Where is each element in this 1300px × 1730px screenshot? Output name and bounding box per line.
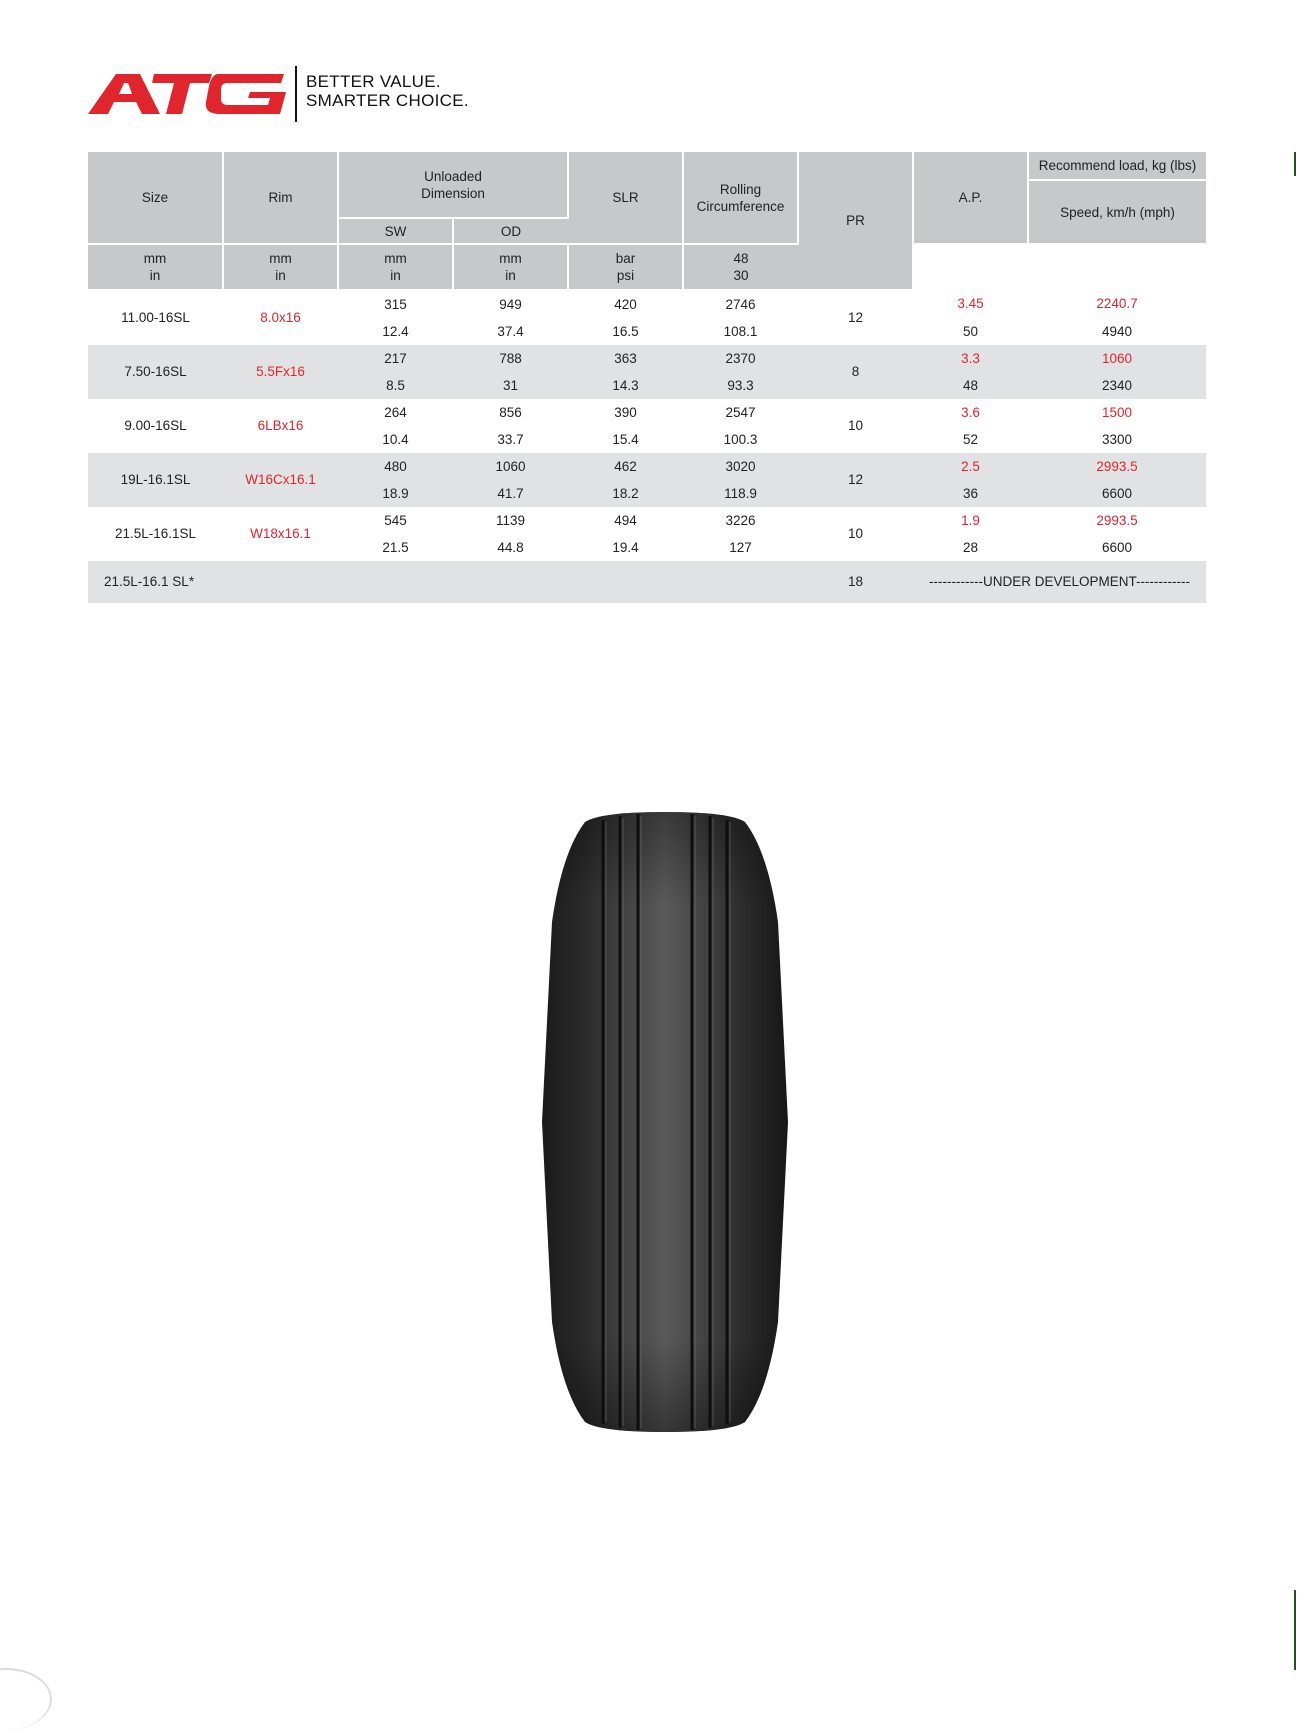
cell-rim: W18x16.1 xyxy=(250,526,311,541)
cell-sw-mm: 480 xyxy=(338,453,453,480)
header-rim: Rim xyxy=(223,152,338,244)
cell-slr-mm: 462 xyxy=(568,453,683,480)
atg-logo xyxy=(88,74,288,114)
cell-load-lbs: 3300 xyxy=(1101,431,1133,447)
cell-pr: 12 xyxy=(798,453,913,507)
cell-slr-mm: 363 xyxy=(568,345,683,372)
cell-ap-psi: 50 xyxy=(962,323,979,339)
cell-slr-mm: 420 xyxy=(614,296,637,312)
cell-od-mm: 788 xyxy=(453,345,568,372)
header-rolling-circumference: Rolling Circumference xyxy=(683,152,798,244)
cell-rc-in: 127 xyxy=(729,539,752,555)
table-row xyxy=(88,453,1206,480)
table-row-group xyxy=(88,507,1206,561)
cell-pr: 18 xyxy=(798,561,913,603)
table-row-group xyxy=(88,399,1206,453)
cell-sw-in: 12.4 xyxy=(382,323,409,339)
cell-pr: 8 xyxy=(798,345,913,399)
cell-sw-in: 18.9 xyxy=(338,480,453,507)
cell-rc-mm: 2370 xyxy=(683,345,798,372)
table-row-group xyxy=(88,453,1206,507)
cell-ap-bar: 1.9 xyxy=(961,512,980,528)
cell-rim: 6LBx16 xyxy=(257,418,304,433)
header-unit-ap: bar psi xyxy=(568,244,683,290)
cell-od-in: 33.7 xyxy=(497,431,524,447)
cell-od-mm: 1060 xyxy=(453,453,568,480)
cell-slr-mm: 494 xyxy=(614,512,637,528)
cell-ap-bar: 3.3 xyxy=(913,345,1028,372)
tire-image xyxy=(540,812,790,1432)
cell-rc-mm: 2746 xyxy=(725,296,756,312)
cell-ap-psi: 52 xyxy=(962,431,979,447)
header-sw: SW xyxy=(338,218,453,244)
table-row-under-development xyxy=(88,561,1206,603)
header-unit-rolling: mm in xyxy=(453,244,568,290)
cell-rc-mm: 3020 xyxy=(683,453,798,480)
cell-load-lbs: 6600 xyxy=(1028,480,1206,507)
cell-od-mm: 949 xyxy=(499,296,522,312)
header-pr: PR xyxy=(798,152,913,290)
cell-sw-mm: 545 xyxy=(384,512,407,528)
tagline-line2: SMARTER CHOICE. xyxy=(306,91,469,110)
cell-rim: 8.0x16 xyxy=(260,310,301,325)
cell-rc-in: 100.3 xyxy=(723,431,758,447)
cell-load-lbs: 2340 xyxy=(1028,372,1206,399)
cell-load-lbs: 4940 xyxy=(1101,323,1133,339)
cell-rim: 5.5Fx16 xyxy=(223,345,338,399)
cell-sw-mm: 315 xyxy=(384,296,407,312)
header-speed: Speed, km/h (mph) xyxy=(1028,180,1206,244)
tagline-line1: BETTER VALUE. xyxy=(306,72,441,91)
table-row-group xyxy=(88,345,1206,399)
cell-od-in: 44.8 xyxy=(497,539,524,555)
cell-od-mm: 856 xyxy=(499,404,522,420)
header-ap: A.P. xyxy=(913,152,1028,244)
cell-pr: 10 xyxy=(847,418,864,433)
table-row-group xyxy=(88,561,1206,603)
cell-size: 7.50-16SL xyxy=(88,345,223,399)
cell-rc-mm: 3226 xyxy=(725,512,756,528)
table-row xyxy=(88,507,1206,534)
cell-load-lbs: 6600 xyxy=(1101,539,1133,555)
tire-tread-illustration xyxy=(540,812,790,1432)
cell-load-kg: 1060 xyxy=(1028,345,1206,372)
cell-size: 21.5L-16.1 SL* xyxy=(88,561,798,603)
cell-size: 11.00-16SL xyxy=(121,310,190,325)
table-row xyxy=(88,399,1206,426)
cell-od-in: 37.4 xyxy=(497,323,524,339)
cell-size: 21.5L-16.1SL xyxy=(114,526,197,541)
cell-pr: 10 xyxy=(847,526,864,541)
cell-sw-mm: 217 xyxy=(338,345,453,372)
header-recommend-load: Recommend load, kg (lbs) xyxy=(1028,152,1206,180)
cell-slr-mm: 390 xyxy=(614,404,637,420)
logo-divider xyxy=(295,66,297,122)
cell-slr-in: 16.5 xyxy=(612,323,639,339)
cell-size: 9.00-16SL xyxy=(124,418,187,433)
cell-ap-bar: 3.6 xyxy=(961,404,980,420)
cell-ap-psi: 36 xyxy=(913,480,1028,507)
cell-load-kg: 2993.5 xyxy=(1096,512,1138,528)
header-unit-slr: mm in xyxy=(338,244,453,290)
cell-size: 19L-16.1SL xyxy=(88,453,223,507)
cell-ap-bar: 3.45 xyxy=(957,296,984,311)
table-row xyxy=(88,290,1206,318)
header-unloaded-dimension: Unloaded Dimension xyxy=(338,152,568,218)
table-row-group xyxy=(88,290,1206,345)
cell-rc-in: 118.9 xyxy=(683,480,798,507)
cell-od-mm: 1139 xyxy=(495,512,526,528)
corner-decoration xyxy=(0,1668,52,1730)
cell-sw-in: 8.5 xyxy=(338,372,453,399)
cell-ap-psi: 48 xyxy=(913,372,1028,399)
cell-rim: W16Cx16.1 xyxy=(223,453,338,507)
cell-load-kg: 2240.7 xyxy=(1096,296,1138,311)
header-size: Size xyxy=(88,152,223,244)
tagline xyxy=(306,72,469,110)
header-unit-speed: 48 30 xyxy=(683,244,798,290)
cell-sw-in: 21.5 xyxy=(382,539,409,555)
header-unit-od: mm in xyxy=(223,244,338,290)
cell-sw-in: 10.4 xyxy=(382,431,409,447)
cell-pr: 12 xyxy=(847,310,864,325)
cell-load-kg: 1500 xyxy=(1101,404,1133,420)
cell-slr-in: 15.4 xyxy=(612,431,639,447)
cell-sw-mm: 264 xyxy=(384,404,407,420)
cell-rc-mm: 2547 xyxy=(725,404,756,420)
cell-slr-in: 14.3 xyxy=(568,372,683,399)
cell-slr-in: 18.2 xyxy=(568,480,683,507)
cell-od-in: 31 xyxy=(453,372,568,399)
cell-rc-in: 108.1 xyxy=(723,323,758,339)
header-slr: SLR xyxy=(568,152,683,244)
tire-specs-table xyxy=(88,152,1206,603)
edge-mark-bottom xyxy=(1294,1590,1296,1670)
header-unit-sw: mm in xyxy=(88,244,223,290)
cell-rc-in: 93.3 xyxy=(683,372,798,399)
cell-ap-bar: 2.5 xyxy=(913,453,1028,480)
header-od: OD xyxy=(453,218,568,244)
cell-load-kg: 2993.5 xyxy=(1028,453,1206,480)
edge-mark-top xyxy=(1294,152,1296,176)
cell-ap-psi: 28 xyxy=(962,539,979,555)
cell-slr-in: 19.4 xyxy=(612,539,639,555)
table-row xyxy=(88,345,1206,372)
cell-od-in: 41.7 xyxy=(453,480,568,507)
cell-development-note: ------------UNDER DEVELOPMENT------------ xyxy=(913,561,1206,603)
